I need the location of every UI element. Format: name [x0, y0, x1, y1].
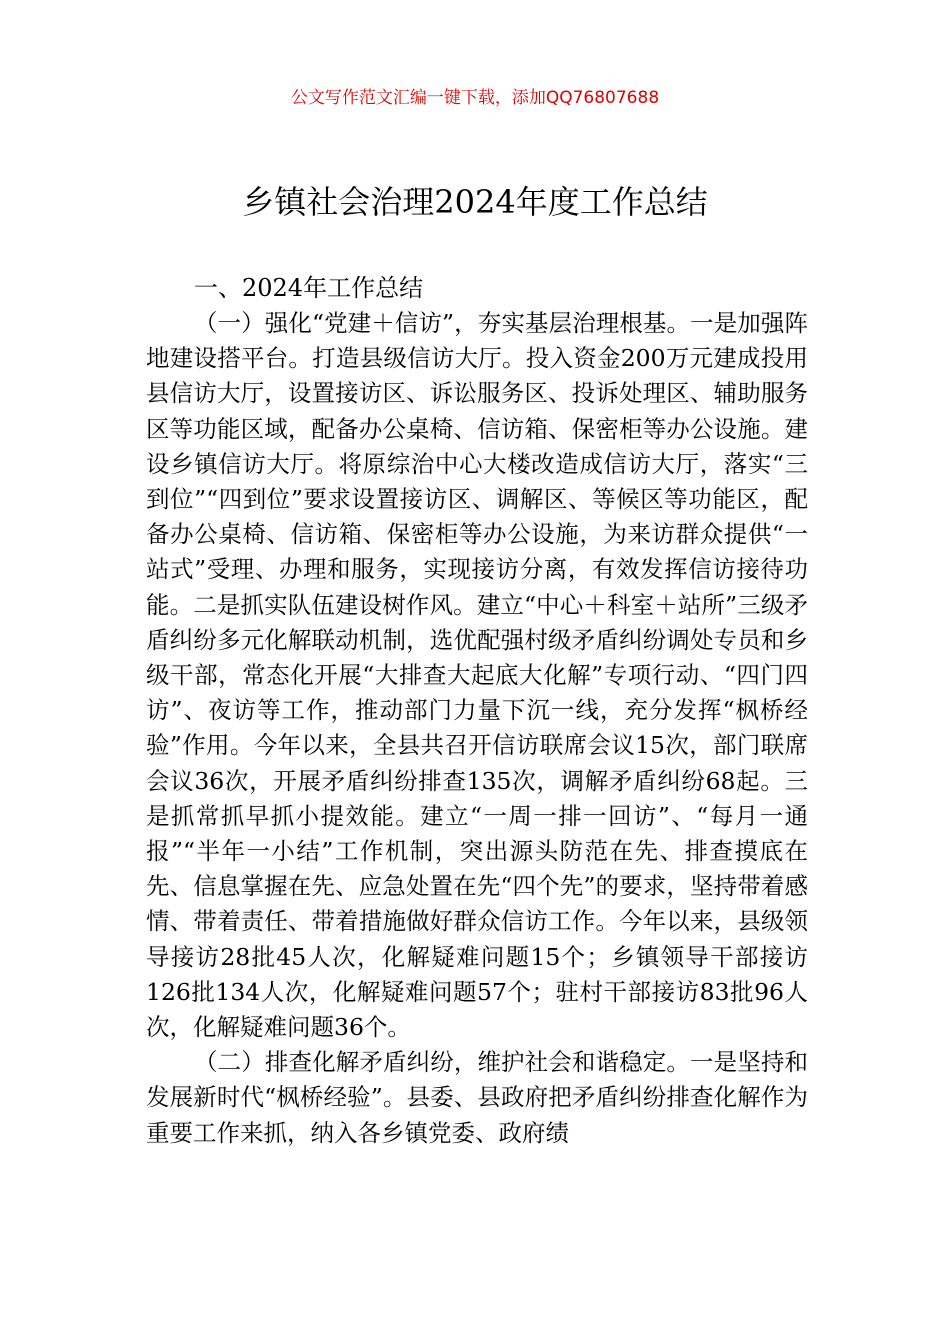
paragraph-2: （二）排查化解矛盾纠纷，维护社会和谐稳定。一是坚持和发展新时代“枫桥经验”。县委、县政府把矛盾纠纷排查化解作为重要工作来抓，纳入各乡镇党委、政府绩	[146, 1048, 808, 1147]
document-title: 乡镇社会治理2024年度工作总结	[242, 183, 708, 221]
section-heading: 一、2024年工作总结	[194, 274, 424, 302]
paragraph-1: （一）强化“党建＋信访”，夯实基层治理根基。一是加强阵地建设搭平台。打造县级信访大厅。投入资金200万元建成投用县信访大厅，设置接访区、诉讼服务区、投诉处理区、辅助服务区等功能区域，配备办公桌椅、信访箱、保密柜等办公设施。建设乡镇信访大厅。将原综治中心大楼改造成信访大厅，落实“三到位”“四到位”要求设置接访区、调解区、等候区等功能区，配备办公桌椅、信访箱、保密柜等办公设施，为来访群众提供“一站式”受理、办理和服务，实现接访分离，有效发挥信访接待功能。二是抓实队伍建设树作风。建立“中心＋科室＋站所”三级矛盾纠纷多元化解联动机制，选优配强村级矛盾纠纷调处专员和乡级干部，常态化开展“大排查大起底大化解”专项行动、“四门四访”、夜访等工作，推动部门力量下沉一线，充分发挥“枫桥经验”作用。今年以来，全县共召开信访联席会议15次，部门联席会议36次，开展矛盾纠纷排查135次，调解矛盾纠纷68起。三是抓常抓早抓小提效能。建立“一周一排一回访”、“每月一通报”“半年一小结”工作机制，突出源头防范在先、排查摸底在先、信息掌握在先、应急处置在先“四个先”的要求，坚持带着感情、带着责任、带着措施做好群众信访工作。今年以来，县级领导接访28批45人次，化解疑难问题15个；乡镇领导干部接访126批134人次，化解疑难问题57个；驻村干部接访83批96人次，化解疑难问题36个。	[146, 309, 808, 1042]
download-banner: 公文写作范文汇编一键下载，添加QQ76807688	[290, 88, 660, 108]
document-body	[146, 270, 808, 1151]
